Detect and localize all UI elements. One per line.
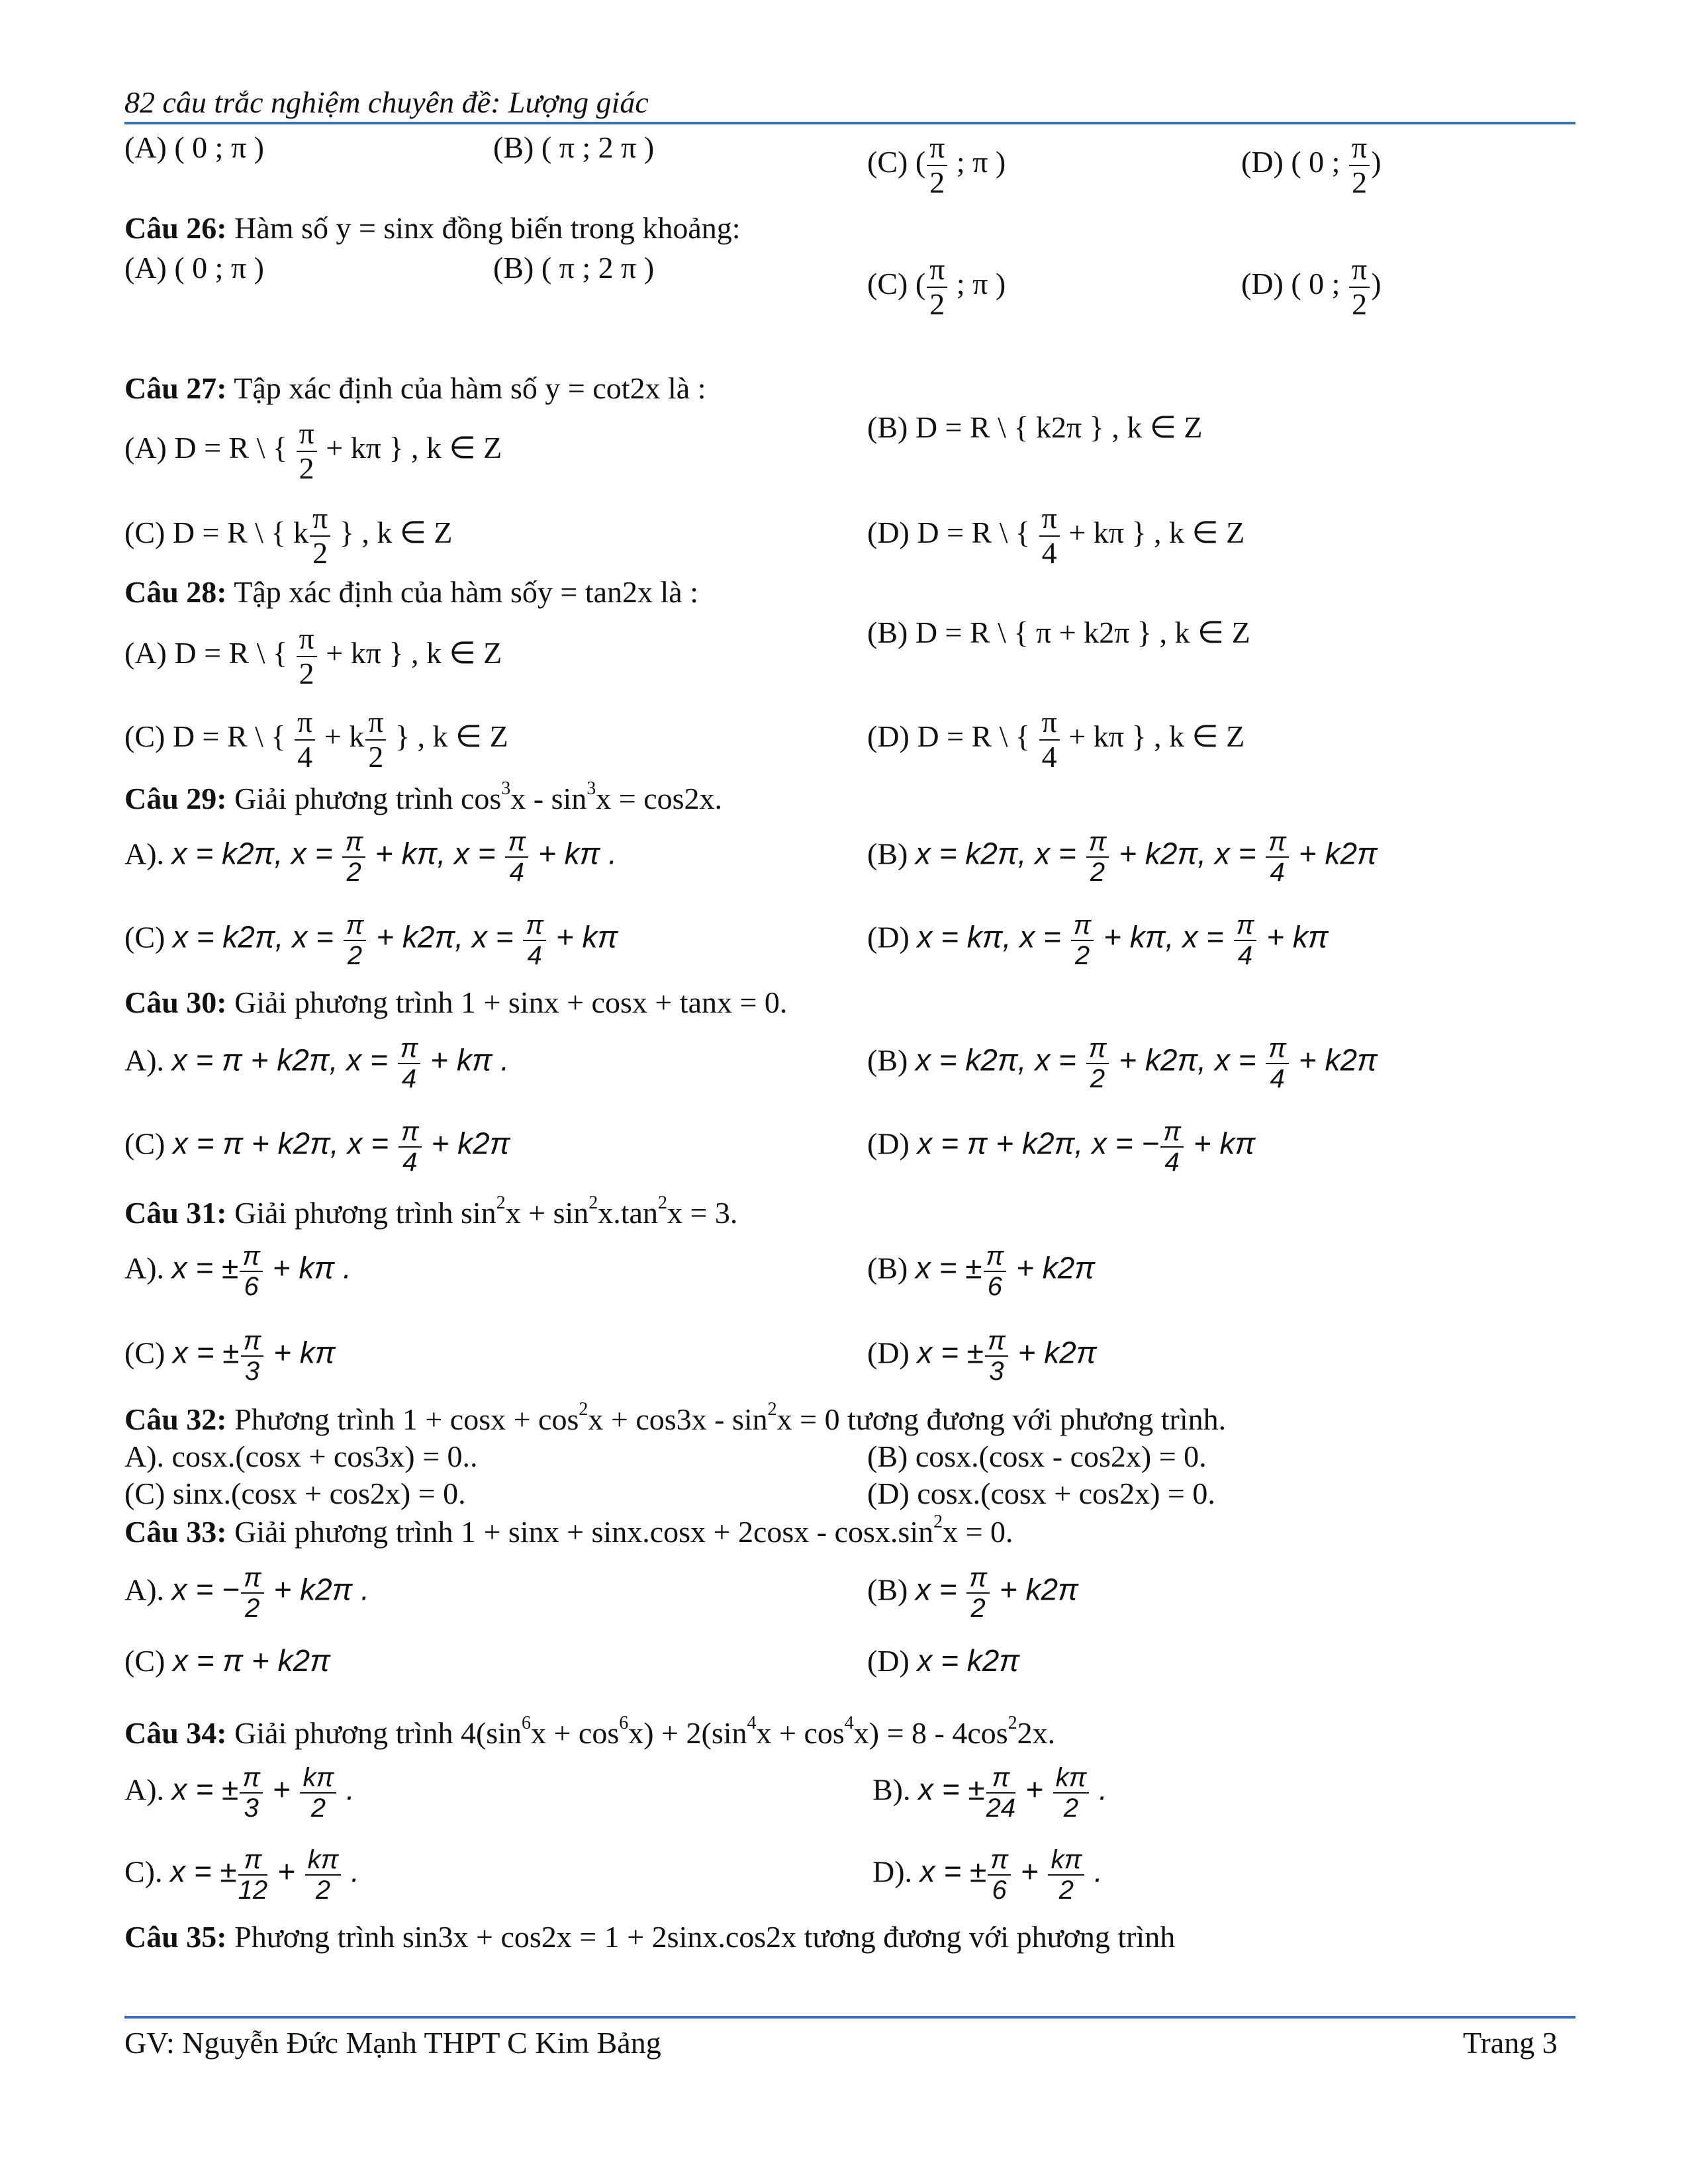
q28-option-a: (A) D = R \ { $\frac{\pi}{2}$ + kπ } , k ∈ Z	[124, 621, 502, 690]
q35-question: Câu 35: Phương trình sin3x + cos2x = 1 + 2sinx.cos2x tương đương với phương trình	[124, 1920, 1176, 1954]
footer-page-number: Trang 3	[1463, 2026, 1558, 2060]
q27-option-d: (D) D = R \ { $\frac{\pi}{4}$ + kπ } , k ∈ Z	[867, 501, 1245, 570]
q34-option-a: A). x = ± $\frac{\pi}{3}$ + $\frac{k\pi}{2}$ .	[124, 1763, 355, 1823]
q28-question: Câu 28: Tập xác định của hàm sốy = tan2x là :	[124, 575, 698, 609]
q32-option-c: (C) sinx.(cosx + cos2x) = 0.	[124, 1477, 466, 1510]
q31-option-b: (B) x = ± $\frac{\pi}{6}$ + k2π	[867, 1242, 1096, 1301]
q32-option-a: A). cosx.(cosx + cos3x) = 0..	[124, 1439, 478, 1473]
q29-option-b: (B) x = k2π, x = $\frac{\pi}{2}$ + k2π, x = $\frac{\pi}{4}$ + k2π	[867, 827, 1378, 887]
q34-option-c: C). x = ± $\frac{\pi}{12}$ + $\frac{k\pi}{2}$ .	[124, 1845, 359, 1905]
q26-option-a: (A) ( 0 ; π )	[124, 251, 264, 285]
page-header-title: 82 câu trắc nghiệm chuyên đề: Lượng giác	[124, 85, 649, 119]
q34-question: Câu 34: Giải phương trình $4(\sin^6x + \cos^6x) + 2(\sin^4x + \cos^4x) = 8 - 4\cos^22x$.	[124, 1713, 1056, 1750]
header-rule	[124, 122, 1575, 124]
q27-option-a: (A) D = R \ { $\frac{\pi}{2}$ + kπ } , k ∈ Z	[124, 416, 502, 485]
q33-option-a: A). x = − $\frac{\pi}{2}$ + k2π .	[124, 1563, 370, 1623]
q25-option-a: (A) ( 0 ; π )	[124, 130, 264, 164]
q34-option-b: B). x = ± $\frac{\pi}{24}$ + $\frac{k\pi}{2}$ .	[872, 1763, 1107, 1823]
q27-question: Câu 27: Tập xác định của hàm số y = cot2x là :	[124, 371, 706, 405]
footer-rule	[124, 2016, 1575, 2019]
q27-option-b: (B) D = R \ { k2π } , k ∈ Z	[867, 410, 1203, 444]
q26-option-b: (B) ( π ; 2 π )	[493, 251, 655, 285]
q26-option-c: (C) ( $\frac{\pi}{2}$ ; π )	[867, 252, 1006, 321]
q29-question: Câu 29: Giải phương trình $\cos^3x - \sin^3x = \cos 2x$.	[124, 778, 723, 815]
q25-option-c: (C) ( $\frac{\pi}{2}$ ; π )	[867, 130, 1006, 199]
q29-option-a: A). x = k2π, x = $\frac{\pi}{2}$ + kπ, x = $\frac{\pi}{4}$ + kπ .	[124, 827, 617, 887]
q26-option-d: (D) ( 0 ; $\frac{\pi}{2}$ )	[1241, 252, 1382, 321]
q32-option-b: (B) cosx.(cosx - cos2x) = 0.	[867, 1439, 1207, 1473]
q31-option-a: A). x = ± $\frac{\pi}{6}$ + kπ .	[124, 1242, 352, 1301]
q25-option-d: (D) ( 0 ; $\frac{\pi}{2}$ )	[1241, 130, 1382, 199]
q27-option-c: (C) D = R \ { k $\frac{\pi}{2}$ } , k ∈ Z	[124, 501, 453, 570]
q28-option-b: (B) D = R \ { π + k2π } , k ∈ Z	[867, 615, 1250, 649]
footer-teacher: GV: Nguyễn Đức Mạnh THPT C Kim Bảng	[124, 2026, 661, 2060]
q32-question: Câu 32: Phương trình $1 + \cos x + \cos^2x + \cos 3x - \sin^2x = 0$ tương đương với phương trình.	[124, 1399, 1227, 1436]
q33-question: Câu 33: Giải phương trình $1 + \sin x + \sin x.\cos x + 2\cos x - \cos x.\sin^2x = 0$.	[124, 1512, 1013, 1549]
q33-option-c: (C) x = π + k2π	[124, 1643, 330, 1678]
q26-question: Câu 26: Hàm số y = sinx đồng biến trong khoảng:	[124, 211, 741, 245]
q28-option-d: (D) D = R \ { $\frac{\pi}{4}$ + kπ } , k ∈ Z	[867, 705, 1245, 774]
q28-option-c: (C) D = R \ { $\frac{\pi}{4}$ + k $\frac{\pi}{2}$ } , k ∈ Z	[124, 705, 508, 774]
q29-option-c: (C) x = k2π, x = $\frac{\pi}{2}$ + k2π, x = $\frac{\pi}{4}$ + kπ	[124, 911, 618, 970]
q30-option-c: (C) x = π + k2π, x = $\frac{\pi}{4}$ + k2π	[124, 1117, 510, 1177]
q31-option-d: (D) x = ± $\frac{\pi}{3}$ + k2π	[867, 1326, 1097, 1386]
q25-option-b: (B) ( π ; 2 π )	[493, 130, 655, 164]
q30-question: Câu 30: Giải phương trình 1 + sinx + cosx + tanx = 0.	[124, 985, 788, 1019]
q30-option-a: A). x = π + k2π, x = $\frac{\pi}{4}$ + kπ .	[124, 1034, 510, 1093]
q31-option-c: (C) x = ± $\frac{\pi}{3}$ + kπ	[124, 1326, 336, 1386]
q32-option-d: (D) cosx.(cosx + cos2x) = 0.	[867, 1477, 1215, 1510]
q31-question: Câu 31: Giải phương trình $\sin^2x + \sin^2x.\tan^2x = 3$.	[124, 1193, 738, 1230]
q30-option-b: (B) x = k2π, x = $\frac{\pi}{2}$ + k2π, x = $\frac{\pi}{4}$ + k2π	[867, 1034, 1378, 1093]
q34-option-d: D). x = ± $\frac{\pi}{6}$ + $\frac{k\pi}{2}$ .	[872, 1845, 1103, 1905]
q33-option-d: (D) x = k2π	[867, 1643, 1020, 1678]
q30-option-d: (D) x = π + k2π, x = − $\frac{\pi}{4}$ + kπ	[867, 1117, 1256, 1177]
q33-option-b: (B) x = $\frac{\pi}{2}$ + k2π	[867, 1563, 1078, 1623]
q29-option-d: (D) x = kπ, x = $\frac{\pi}{2}$ + kπ, x = $\frac{\pi}{4}$ + kπ	[867, 911, 1329, 970]
